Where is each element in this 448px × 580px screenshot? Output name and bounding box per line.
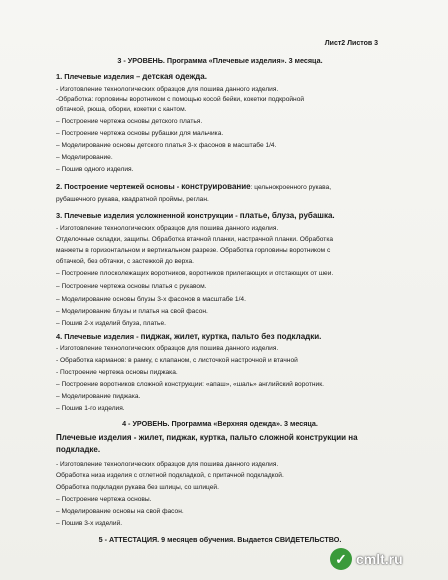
section-5-line: – Построение чертежа основы. <box>56 496 152 503</box>
section-3-line: манжеты в горизонтальном и вертикальном разрезе. Обработка горловины воротником с <box>56 247 331 254</box>
section-5-title-prefix: Плечевые изделия - <box>56 433 139 442</box>
section-2-title-suffix: : цельнокроенного рукава, <box>250 184 332 191</box>
watermark-text: cmlt.ru <box>356 551 403 567</box>
section-5-line: Обработка подкладки рукава без шлицы, со шлицей. <box>56 484 219 491</box>
section-1-line: обтачкой, рюша, оборки, кокетки с кантом. <box>56 106 187 113</box>
section-1-line: -Обработка: горловины воротником с помощью косой бейки, кокетки подкройной <box>56 96 305 103</box>
section-5-line: - Изготовление технологических образцов для пошива данного изделия. <box>56 461 279 468</box>
section-1-line: – Пошив одного изделия. <box>56 166 134 173</box>
level-3-title: 3 - УРОВЕНЬ. Программа «Плечевые изделия». 3 месяца. <box>117 56 323 65</box>
section-1-title-topic: детская одежда. <box>142 72 207 81</box>
section-3-title-topic: платье, блуза, рубашка. <box>239 211 335 220</box>
section-4-line: - Обработка карманов: в рамку, с клапаном, с листочкой настрочной и втачной <box>56 357 298 364</box>
section-2-line: рубашечного рукава, квадратной проймы, реглан. <box>56 196 209 203</box>
section-3-line: – Построение чертежа основы платья с рукавом. <box>56 283 207 290</box>
section-5-title <box>56 434 384 442</box>
section-1-title <box>56 73 384 81</box>
level-5-attestation: 5 - АТТЕСТАЦИЯ. 9 месяцев обучения. Выдается СВИДЕТЕЛЬСТВО. <box>98 535 342 544</box>
watermark <box>330 546 442 572</box>
section-2-title <box>56 183 384 192</box>
section-2-title-prefix: 2. Построение чертежей основы - <box>56 182 182 191</box>
section-2-title-topic: конструирование <box>181 182 251 191</box>
section-4-title-prefix: 4. Плечевые изделия - <box>56 332 141 341</box>
section-1-line: – Моделирование. <box>56 154 113 161</box>
section-1-line: – Моделирование основы детского платья 3-х фасонов в масштабе 1/4. <box>56 142 277 149</box>
section-3-line: – Построение плосколежащих воротников, воротников прилегающих и отстающих от шеи. <box>56 270 334 277</box>
section-3-line: обтачкой, без обтачки, с застежкой до верха. <box>56 258 194 265</box>
section-5-line: – Моделирование основы на свой фасон. <box>56 508 184 515</box>
section-1-line: – Построение чертежа основы детского платья. <box>56 118 203 125</box>
section-1-line: – Построение чертежа основы рубашки для мальчика. <box>56 130 224 137</box>
section-5-line: Обработка низа изделия с отлетной подкладкой, с притачной подкладкой. <box>56 472 284 479</box>
section-1-line: - Изготовление технологических образцов для пошива данного изделия. <box>56 86 279 93</box>
section-4-line: – Моделирование пиджака. <box>56 393 141 400</box>
section-4-title-topic: пиджак, жилет, куртка, пальто без подкладки. <box>140 332 322 341</box>
section-4-line: – Построение воротников сложной конструкции: «апаш», «шаль» английский воротник. <box>56 381 324 388</box>
section-4-line: - Изготовление технологических образцов для пошива данного изделия. <box>56 345 279 352</box>
section-4-line: – Пошив 1-го изделия. <box>56 405 125 412</box>
watermark-logo-icon: ✓ <box>330 548 352 570</box>
section-5-line: – Пошив 3-х изделий. <box>56 520 123 527</box>
section-3-title-prefix: 3. Плечевые изделия усложненной конструкции - <box>56 211 240 220</box>
section-3-line: – Моделирование блузы и платья на свой фасон. <box>56 308 208 315</box>
section-3-line: – Моделирование основы блузы 3-х фасонов в масштабе 1/4. <box>56 296 246 303</box>
section-1-title-prefix: 1. Плечевые изделия – <box>56 72 143 81</box>
section-4-title <box>56 333 384 341</box>
section-3-title <box>56 212 384 220</box>
section-5-title-continued: подкладке. <box>56 445 101 454</box>
section-3-line: - Изготовление технологических образцов для пошива данного изделия. <box>56 225 279 232</box>
level-4-title: 4 - УРОВЕНЬ. Программа «Верхняя одежда». 3 месяца. <box>122 419 318 428</box>
section-4-line: - Построение чертежа основы пиджака. <box>56 369 178 376</box>
section-3-line: – Пошив 2-х изделий блуза, платье. <box>56 320 166 327</box>
section-5-title-topic: жилет, пиджак, куртка, пальто сложной конструкции на <box>138 433 358 442</box>
section-3-line: Отделочные складки, защипы. Обработка втачной планки, настрачной планки. Обработка <box>56 236 334 243</box>
sheet-number: Лист2 Листов 3 <box>324 40 378 47</box>
